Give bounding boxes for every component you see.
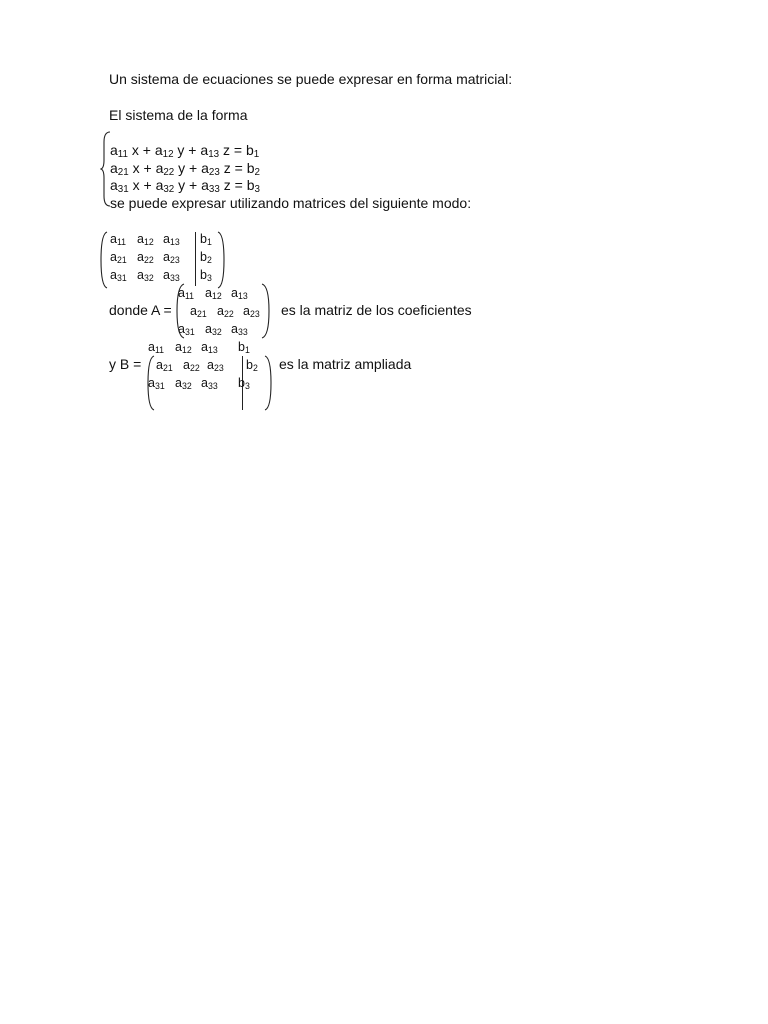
matrix-sentence: se puede expresar utilizando matrices del siguiente modo: (110, 195, 472, 211)
equation-3: $a_{31}$ $x + a_{32}$ $y + a_{33}$ $z = b_3$ (110, 177, 260, 195)
matrix-divider (195, 232, 196, 286)
equation-2: $a_{21}$ $x + a_{22}$ $y + a_{23}$ $z = b_2$ (110, 160, 260, 178)
document-page: Un sistema de ecuaciones se puede expresar en forma matricial: El sistema de la forma $a_{11}$ $x + a_{12}$ $y + a_{13}$ $z = b_1$ $a_{21}$ $x + a_{22}$ $y + a_{23}$ $z = b_2$ $a_{31}$ $x + a_{32}$ $y + a_{33}$ $z = b_3$ se puede expresar utilizando matrices del siguiente modo: $a_{11}$ $a_{12}$ $a_{13}$ $b_1$ $a_{21}$ $a_{22}$ $a_{23}$ $b_2$ $a_{31}$ $a_{32}$ $a_{33}$ $b_3$ donde A = $a_{11}$ $a_{12}$ $a_{13}$ $a_{21}$ $a_{22}$ $a_{23}$ $a_{31}$ $a_{32}$ $a_{33}$ es la matriz de los coeficientes y B = $a_{11}$ $a_{12}$ $a_{13}$ $b_1$ $a_{21}$ $a_{22}$ $a_{23}$ $b_2$ $a_{31}$ $a_{32}$ $a_{33}$ $b_3$ es la matriz ampliada (0, 0, 768, 1024)
system-label: El sistema de la forma (109, 107, 248, 123)
matrix-left-paren-icon (99, 230, 109, 290)
def-b-right-paren-icon (263, 354, 273, 412)
def-a-suffix: es la matriz de los coeficientes (281, 302, 472, 318)
def-b-suffix: es la matriz ampliada (279, 356, 412, 372)
def-a-right-paren-icon (260, 282, 271, 340)
matrix-right-paren-icon (216, 230, 226, 290)
def-a-prefix: donde A = (109, 302, 172, 318)
equation-1: $a_{11}$ $x + a_{12}$ $y + a_{13}$ $z = b_1$ (110, 142, 260, 160)
intro-text: Un sistema de ecuaciones se puede expresar en forma matricial: (109, 71, 513, 87)
def-b-prefix: y B = (109, 356, 142, 372)
